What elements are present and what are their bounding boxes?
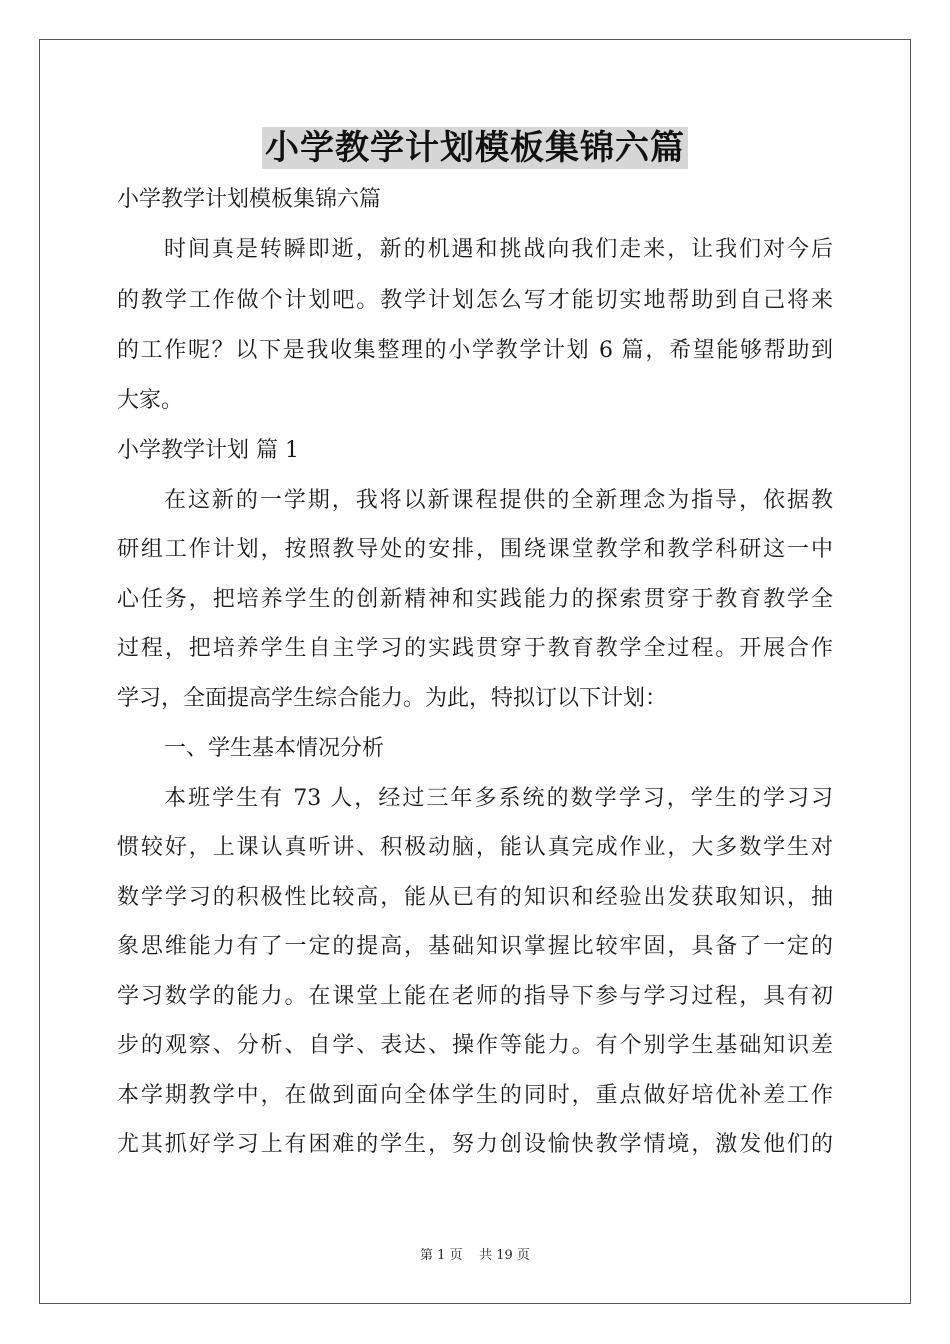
paragraph-line: 心任务，把培养学生的创新精神和实践能力的探索贯穿于教育教学全	[117, 587, 833, 612]
paragraph-line: 本班学生有 73 人，经过三年多系统的数学学习，学生的学习习	[164, 786, 833, 811]
page-number: 第 1 页	[420, 1248, 463, 1263]
paragraph-line: 的教学工作做个计划吧。教学计划怎么写才能切实地帮助到自己将来	[117, 288, 833, 313]
paragraph-line: 数学学习的积极性比较高，能从已有的知识和经验出发获取知识，抽	[117, 885, 833, 910]
paragraph-line: 象思维能力有了一定的提高，基础知识掌握比较牢固，具备了一定的	[117, 934, 833, 959]
paragraph-line: 在这新的一学期，我将以新课程提供的全新理念为指导，依据教	[164, 488, 833, 513]
subsection-heading: 一、学生基本情况分析	[164, 736, 385, 761]
footer-spacer	[463, 1248, 480, 1263]
paragraph-line: 步的观察、分析、自学、表达、操作等能力。有个别学生基础知识差	[117, 1033, 833, 1058]
paragraph-line: 惯较好，上课认真听讲、积极动脑，能认真完成作业，大多数学生对	[117, 835, 833, 860]
document-title: 小学教学计划模板集锦六篇	[262, 127, 688, 169]
paragraph-line: 时间真是转瞬即逝，新的机遇和挑战向我们走来，让我们对今后	[164, 237, 833, 262]
title-container	[0, 127, 950, 169]
page-footer	[0, 1247, 950, 1265]
page-border	[39, 39, 911, 1304]
paragraph-line: 的工作呢？以下是我收集整理的小学教学计划 6 篇，希望能够帮助到	[117, 338, 833, 363]
paragraph-line: 学习，全面提高学生综合能力。为此，特拟订以下计划：	[117, 686, 668, 711]
paragraph-line: 尤其抓好学习上有困难的学生，努力创设愉快教学情境，激发他们的	[117, 1132, 833, 1157]
page-total: 共 19 页	[479, 1248, 530, 1263]
paragraph-line: 过程，把培养学生自主学习的实践贯穿于教育教学全过程。开展合作	[117, 636, 833, 661]
paragraph-line: 大家。	[117, 388, 184, 413]
paragraph-line: 本学期教学中，在做到面向全体学生的同时，重点做好培优补差工作	[117, 1083, 833, 1108]
paragraph-line: 研组工作计划，按照教导处的安排，围绕课堂教学和教学科研这一中	[117, 537, 833, 562]
paragraph-line: 学习数学的能力。在课堂上能在老师的指导下参与学习过程，具有初	[117, 984, 833, 1009]
section-heading: 小学教学计划 篇 1	[117, 438, 299, 463]
subtitle-line: 小学教学计划模板集锦六篇	[117, 187, 382, 212]
